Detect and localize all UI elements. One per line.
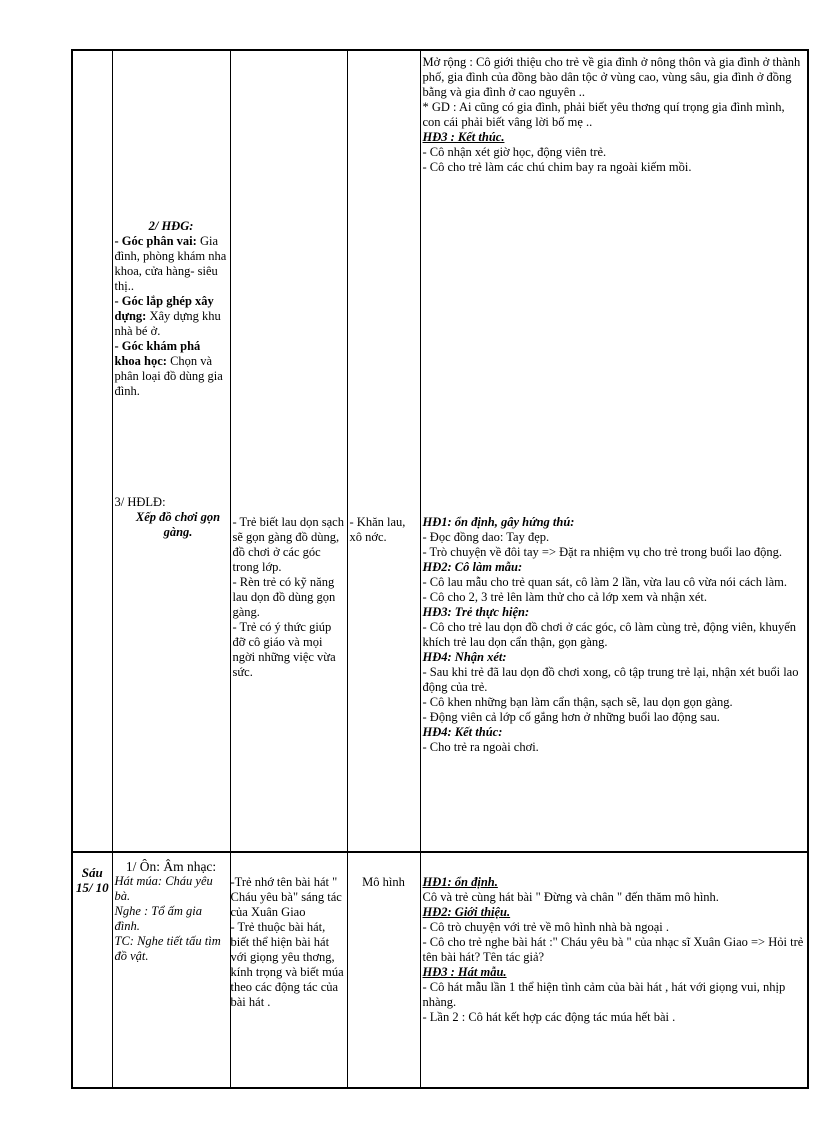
- materials-text: Mô hình: [362, 875, 405, 889]
- section-title: HĐ2: Cô làm mẫu:: [422, 560, 523, 574]
- objective-item: - Trẻ thuộc bài hát, biết thể hiện bài hát với giọng yêu thơng, kính trọng và biết múa theo các động tác của bài hát .: [230, 920, 344, 1009]
- day-cell: [72, 852, 112, 1088]
- section-title: HĐ3: Trẻ thực hiện:: [422, 605, 530, 619]
- activity-cell: [112, 852, 230, 1088]
- procedure-line: - Cho trẻ ra ngoài chơi.: [422, 740, 539, 754]
- procedure-line: - Cô hát mẫu lần 1 thể hiện tình cảm của bài hát , hát với giọng vui, nhịp nhàng.: [422, 980, 786, 1009]
- procedure-line: - Động viên cả lớp cố gắng hơn ở những buổi lao động sau.: [422, 710, 720, 724]
- procedure-line: - Đọc đồng dao: Tay đẹp.: [422, 530, 550, 544]
- hdld-name: Xếp đồ chơi gọn gàng.: [135, 510, 221, 539]
- gd-text: * GD : Ai cũng có gia đình, phải biết yêu thơng quí trọng gia đình mình, con cái phải biết vâng lời bố mẹ ..: [422, 100, 785, 129]
- procedure-line: - Lần 2 : Cô hát kết hợp các động tác múa hết bài .: [422, 1010, 676, 1024]
- objective-item: - Trẻ biết lau dọn sạch sẽ gọn gàng đồ dùng, đồ chơi ở các góc trong lớp.: [232, 515, 344, 574]
- day-label: Sáu 15/ 10: [75, 865, 109, 895]
- procedure-line: - Cô trò chuyện với trẻ về mô hình nhà bà ngoại .: [422, 920, 669, 934]
- section-title: HĐ3 : Hát mẫu.: [422, 965, 507, 979]
- section-title: HĐ2: Giới thiệu.: [422, 905, 511, 919]
- procedure-line: - Cô lau mẫu cho trẻ quan sát, cô làm 2 lần, vừa lau cô vừa nói cách làm.: [422, 575, 787, 589]
- activity-line: TC: Nghe tiết tấu tìm đồ vật.: [114, 934, 221, 963]
- corner-role-play: - Góc phân vai: Gia đình, phòng khám nha khoa, cửa hàng- siêu thị..: [114, 234, 227, 293]
- materials-cell: [347, 50, 420, 852]
- objective-item: - Rèn trẻ có kỹ năng lau dọn đồ dùng gọn gàng.: [232, 575, 336, 619]
- section-title: HĐ1: ổn định, gây hứng thú:: [422, 515, 575, 529]
- procedure-cell: [420, 852, 808, 1088]
- hdg-title: 2/ HĐG:: [148, 219, 194, 233]
- procedure-line: - Cô cho 2, 3 trẻ lên làm thử cho cả lớp xem và nhận xét.: [422, 590, 707, 604]
- procedure-line: - Cô nhận xét giờ học, động viên trẻ.: [422, 145, 607, 159]
- day-cell: [72, 50, 112, 852]
- mo-rong-text: Mở rộng : Cô giới thiệu cho trẻ về gia đình ở nông thôn và gia đình ở thành phố, gia đình của đồng bào dân tộc ở vùng cao, vùng sâu, gia đình ở đồng bằng và gia đình ở cao nguyên ..: [422, 55, 801, 99]
- activity-line: Hát múa: Cháu yêu bà.: [114, 874, 213, 903]
- section-title: HĐ4: Nhận xét:: [422, 650, 507, 664]
- objective-item: -Trẻ nhớ tên bài hát " Cháu yêu bà" sáng tác của Xuân Giao: [230, 875, 342, 919]
- lesson-plan-table: [71, 49, 809, 1089]
- corner-science: - Góc khám phá khoa học: Chọn và phân loại đồ dùng gia đình.: [114, 339, 223, 398]
- activity-cell: [112, 50, 230, 852]
- activity-line: Nghe : Tổ ấm gia đình.: [114, 904, 202, 933]
- procedure-line: Cô và trẻ cùng hát bài " Đừng và chân " đến thăm mô hình.: [422, 890, 719, 904]
- procedure-line: - Cô cho trẻ làm các chú chim bay ra ngoài kiếm mồi.: [422, 160, 692, 174]
- materials-text: - Khăn lau, xô nớc.: [349, 515, 406, 544]
- procedure-line: - Sau khi trẻ đã lau dọn đồ chơi xong, cô tập trung trẻ lại, nhận xét buổi lao động của trẻ.: [422, 665, 799, 694]
- procedure-line: - Cô cho trẻ lau dọn đồ chơi ở các góc, cô làm cùng trẻ, động viên, khuyến khích trẻ lau dọn cẩn thận, gọn gàng.: [422, 620, 797, 649]
- objectives-cell: [230, 50, 347, 852]
- objectives-cell: [230, 852, 347, 1088]
- section-title: HĐ4: Kết thúc:: [422, 725, 503, 739]
- activity-title: 1/ Ôn: Âm nhạc:: [125, 859, 217, 874]
- objective-item: - Trẻ có ý thức giúp đỡ cô giáo và mọi ngời những việc vừa sức.: [232, 620, 336, 679]
- section-title: HĐ1: ổn định.: [422, 875, 498, 889]
- materials-cell: [347, 852, 420, 1088]
- corner-construction: - Góc lắp ghép xây dựng: Xây dựng khu nhà bé ở.: [114, 294, 221, 338]
- table-row: [72, 50, 808, 852]
- hdld-title: 3/ HĐLĐ:: [114, 495, 166, 509]
- procedure-line: - Trò chuyện về đôi tay => Đặt ra nhiệm vụ cho trẻ trong buổi lao động.: [422, 545, 783, 559]
- table-row: [72, 852, 808, 1088]
- procedure-cell: [420, 50, 808, 852]
- procedure-line: - Cô khen những bạn làm cẩn thận, sạch sẽ, lau dọn gọn gàng.: [422, 695, 733, 709]
- procedure-line: - Cô cho trẻ nghe bài hát :" Cháu yêu bà " của nhạc sĩ Xuân Giao => Hỏi trẻ tên bài hát? Tên tác giả?: [422, 935, 804, 964]
- section-title: HĐ3 : Kết thúc.: [422, 130, 505, 144]
